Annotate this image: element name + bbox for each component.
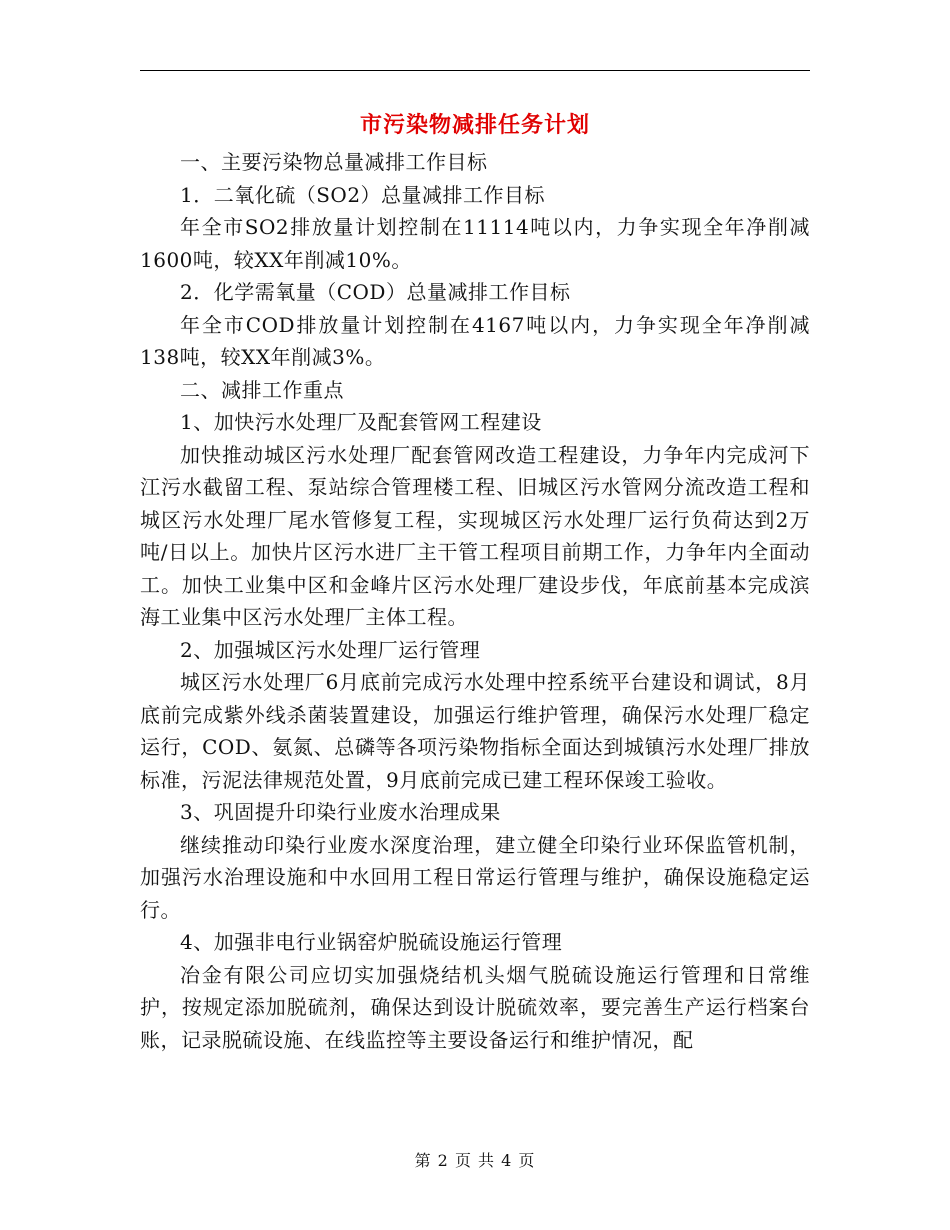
header-rule	[140, 70, 810, 71]
paragraph: 4、加强非电行业锅窑炉脱硫设施运行管理	[180, 930, 563, 954]
page-number-footer: 第 2 页 共 4 页	[414, 1151, 536, 1170]
paragraph: 年全市COD排放量计划控制在4167吨以内，力争实现全年净削减138吨，较XX年削减3%。	[140, 312, 810, 369]
paragraph: 1．二氧化硫（SO2）总量减排工作目标	[180, 182, 546, 207]
paragraph: 加快推动城区污水处理厂配套管网改造工程建设，力争年内完成河下江污水截留工程、泵站综合管理楼工程、旧城区污水管网分流改造工程和城区污水处理厂尾水管修复工程，实现城区污水处理厂运行负荷达到2万吨/日以上。加快片区污水进厂主干管工程项目前期工作，力争年内全面动工。加快工业集中区和金峰片区污水处理厂建设步伐，年底前基本完成滨海工业集中区污水处理厂主体工程。	[140, 442, 810, 629]
document-title: 市污染物减排任务计划	[359, 112, 590, 138]
paragraph: 城区污水处理厂6月底前完成污水处理中控系统平台建设和调试，8月底前完成紫外线杀菌装置建设，加强运行维护管理，确保污水处理厂稳定运行，COD、氨氮、总磷等各项污染物指标全面达到城镇污水处理厂排放标准，污泥法律规范处置，9月底前完成已建工程环保竣工验收。	[140, 670, 810, 792]
document-body	[140, 146, 810, 1056]
paragraph: 2．化学需氧量（COD）总量减排工作目标	[180, 280, 571, 304]
paragraph: 一、主要污染物总量减排工作目标	[180, 150, 488, 174]
paragraph: 2、加强城区污水处理厂运行管理	[180, 637, 481, 662]
paragraph: 冶金有限公司应切实加强烧结机头烟气脱硫设施运行管理和日常维护，按规定添加脱硫剂，确保达到设计脱硫效率，要完善生产运行档案台账，记录脱硫设施、在线监控等主要设备运行和维护情况，配	[140, 962, 810, 1052]
paragraph: 年全市SO2排放量计划控制在11114吨以内，力争实现全年净削减1600吨，较XX年削减10%。	[140, 215, 810, 272]
paragraph: 3、巩固提升印染行业废水治理成果	[180, 800, 501, 824]
paragraph: 1、加快污水处理厂及配套管网工程建设	[180, 410, 542, 434]
paragraph: 二、减排工作重点	[180, 377, 344, 402]
paragraph: 继续推动印染行业废水深度治理，建立健全印染行业环保监管机制，加强污水治理设施和中水回用工程日常运行管理与维护，确保设施稳定运行。	[140, 832, 810, 922]
